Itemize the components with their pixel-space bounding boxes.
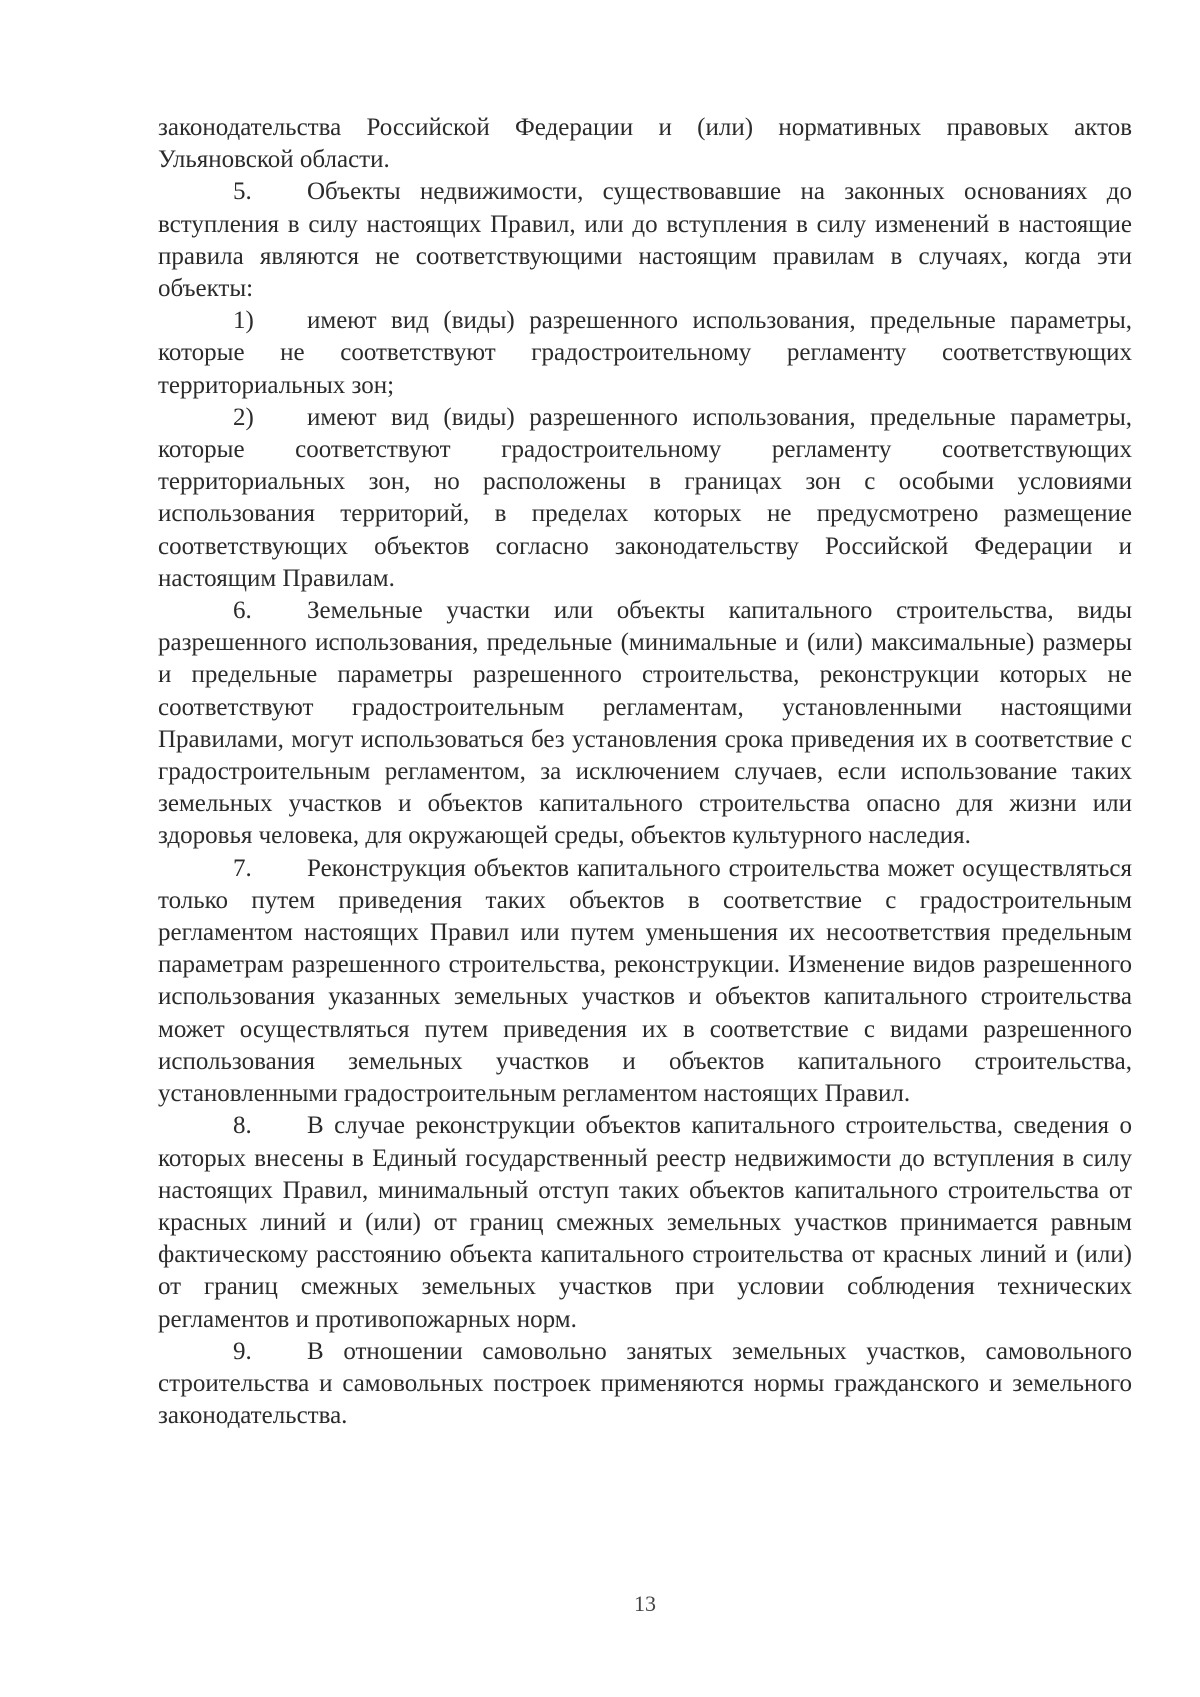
paragraph-text: законодательства Российской Федерации и (или) нормативных правовых актов Ульяновской области. xyxy=(158,114,1132,174)
paragraph-text: В отношении самовольно занятых земельных участков, самовольного строительства и самовольных построек применяются нормы гражданского и земельного законодательства. xyxy=(158,1337,1132,1430)
paragraph-continuation xyxy=(158,112,1132,176)
paragraph-number: 1) xyxy=(233,307,254,335)
paragraph-text: Земельные участки или объекты капитального строительства, виды разрешенного использования, предельные (минимальные и (или) максимальные) размеры и предельные параметры разрешенного строительства, реконструкции которых не соответствуют градостроительным регламентам, установленными настоящими Правилами, могут использоваться без установления срока приведения их в соответствие с градостроительным регламентом, за исключением случаев, если использование таких земельных участков и объектов капитального строительства опасно для жизни или здоровья человека, для окружающей среды, объектов культурного наследия. xyxy=(158,597,1132,850)
document-body xyxy=(158,112,1132,1432)
paragraph-text: имеют вид (виды) разрешенного использования, предельные параметры, которые соответствуют градостроительному регламенту соответствующих территориальных зон, но расположены в границах зон с особыми условиями использования территорий, в пределах которых не предусмотрено размещение соответствующих объектов согласно законодательству Российской Федерации и настоящим Правилам. xyxy=(158,403,1132,592)
paragraph-number: 6. xyxy=(233,597,252,625)
paragraph-text: Объекты недвижимости, существовавшие на законных основаниях до вступления в силу настоящих Правил, или до вступления в силу изменений в настоящие правила являются не соответствующими настоящим правилам в случаях, когда эти объекты: xyxy=(158,178,1132,303)
paragraph-item-7 xyxy=(158,853,1132,1111)
paragraph-item-8 xyxy=(158,1110,1132,1335)
subitem-2 xyxy=(158,402,1132,595)
paragraph-text: В случае реконструкции объектов капитального строительства, сведения о которых внесены в Единый государственный реестр недвижимости до вступления в силу настоящих Правил, минимальный отступ таких объектов капитального строительства от красных линий и (или) от границ смежных земельных участков принимается равным фактическому расстоянию объекта капитального строительства от красных линий и (или) от границ смежных земельных участков при условии соблюдения технических регламентов и противопожарных норм. xyxy=(158,1112,1132,1333)
paragraph-item-5 xyxy=(158,176,1132,305)
paragraph-number: 2) xyxy=(233,403,254,431)
paragraph-text: Реконструкция объектов капитального строительства может осуществляться только путем приведения таких объектов в соответствие с градостроительным регламентом настоящих Правил или путем уменьшения их несоответствия предельным параметрам разрешенного строительства, реконструкции. Изменение видов разрешенного использования указанных земельных участков и объектов капитального строительства может осуществляться путем приведения их в соответствие с видами разрешенного использования земельных участков и объектов капитального строительства, установленными градостроительным регламентом настоящих Правил. xyxy=(158,854,1132,1108)
paragraph-text: имеют вид (виды) разрешенного использования, предельные параметры, которые не соответствуют градостроительному регламенту соответствующих территориальных зон; xyxy=(158,307,1132,399)
paragraph-item-9 xyxy=(158,1336,1132,1433)
paragraph-number: 7. xyxy=(233,854,252,882)
subitem-1 xyxy=(158,305,1132,402)
paragraph-number: 8. xyxy=(233,1112,252,1140)
paragraph-number: 9. xyxy=(233,1337,252,1365)
paragraph-number: 5. xyxy=(233,178,252,206)
paragraph-item-6 xyxy=(158,595,1132,853)
page-number: 13 xyxy=(634,1591,656,1616)
